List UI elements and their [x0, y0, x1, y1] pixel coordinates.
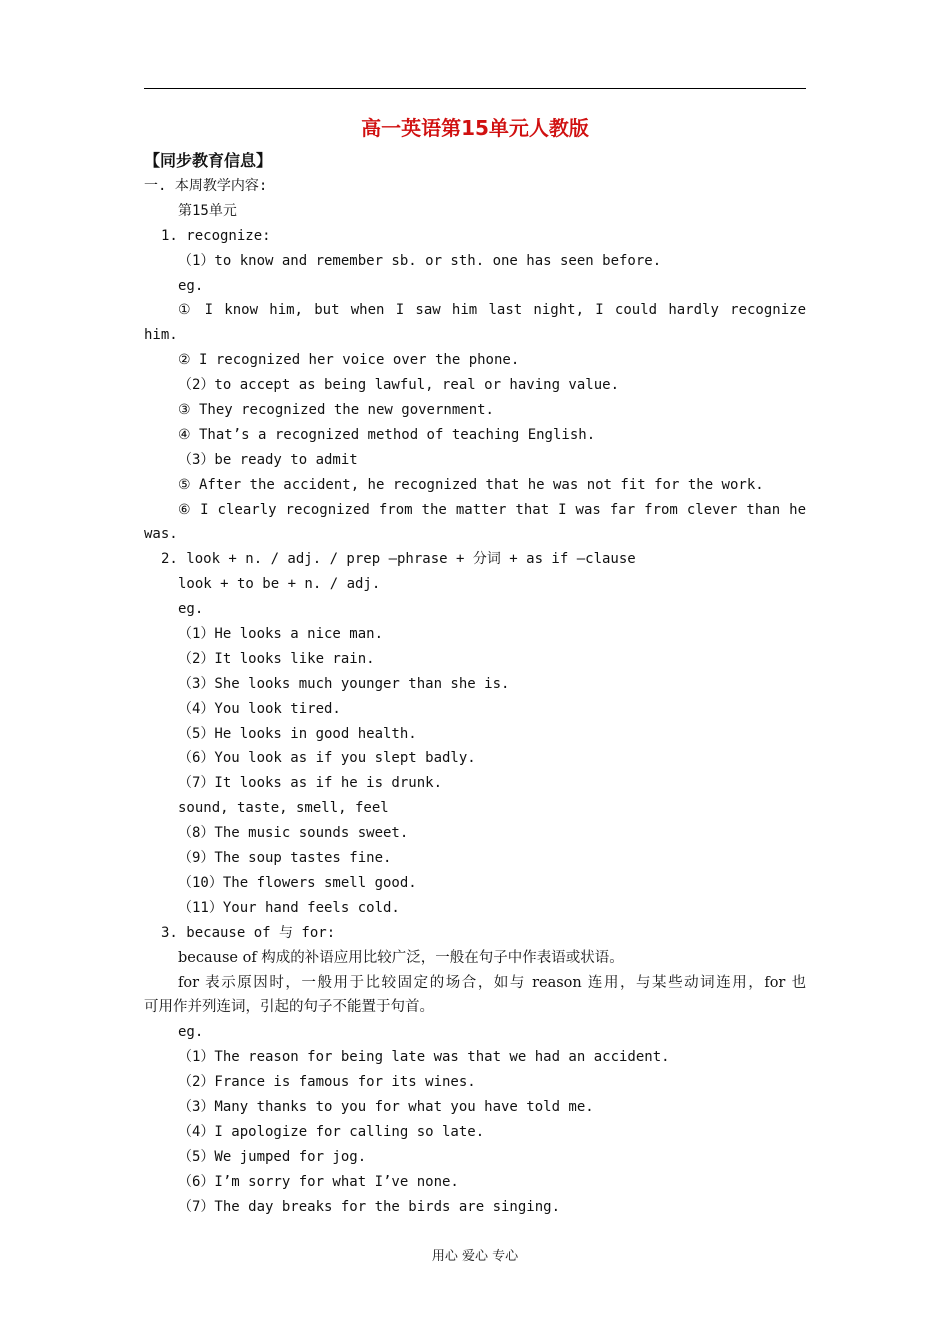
text-line: ③ They recognized the new government. [178, 402, 494, 419]
text-line: （2）France is famous for its wines. [178, 1074, 476, 1091]
document-title: 高一英语第15单元人教版 [361, 116, 589, 140]
text-line: look + to be + n. / adj. [178, 576, 381, 593]
text-line: 1. recognize: [161, 227, 271, 244]
text-line: （9）The soup tastes fine. [178, 850, 392, 867]
text-line: （4）You look tired. [178, 700, 341, 717]
text-line: （3）be ready to admit [178, 451, 358, 468]
text-line: （2）It looks like rain. [178, 650, 375, 667]
text-line: （3）Many thanks to you for what you have told me. [178, 1098, 594, 1115]
text-line: （8）The music sounds sweet. [178, 825, 409, 842]
text-line: （6）I’m sorry for what I’ve none. [178, 1173, 459, 1190]
text-line: ⑥ I clearly recognized from the matter that I was far from clever than he [178, 501, 806, 518]
text-line: 一. 本周教学内容: [144, 178, 268, 194]
text-line: eg. [178, 601, 204, 618]
text-line: （7）The day breaks for the birds are singing. [178, 1198, 561, 1215]
text-line: him. [144, 327, 178, 344]
text-line: for 表示原因时，一般用于比较固定的场合，如与 reason 连用，与某些动词连用，for 也 [178, 974, 806, 991]
text-line: （1）to know and remember sb. or sth. one has seen before. [178, 252, 662, 269]
text-line: because of 构成的补语应用比较广泛，一般在句子中作表语或状语。 [178, 949, 624, 966]
section-heading: 【同步教育信息】 [144, 151, 273, 170]
document-body [144, 174, 806, 1219]
text-line: sound, taste, smell, feel [178, 800, 389, 817]
text-line: （6）You look as if you slept badly. [178, 750, 476, 767]
text-line: eg. [178, 1024, 204, 1041]
text-line: （1）The reason for being late was that we had an accident. [178, 1049, 670, 1066]
text-line: 第15单元 [178, 202, 237, 219]
text-line: （10）The flowers smell good. [178, 874, 417, 891]
text-line: eg. [178, 277, 204, 294]
text-line: ② I recognized her voice over the phone. [178, 352, 520, 369]
text-line: （5）He looks in good health. [178, 725, 417, 742]
text-line: （3）She looks much younger than she is. [178, 675, 510, 692]
text-line: （4）I apologize for calling so late. [178, 1123, 485, 1140]
header-rule [144, 88, 806, 89]
text-line: （7）It looks as if he is drunk. [178, 775, 443, 792]
text-line: 2. look + n. / adj. / prep –phrase + 分词 + as if –clause [161, 551, 636, 568]
text-line: 3. because of 与 for: [161, 924, 336, 941]
text-line: （1）He looks a nice man. [178, 626, 384, 643]
text-line: ④ That’s a recognized method of teaching English. [178, 426, 596, 443]
text-line: was. [144, 526, 178, 543]
text-line: ① I know him, but when I saw him last night, I could hardly recognize [178, 302, 806, 319]
text-line: ⑤ After the accident, he recognized that he was not fit for the work. [178, 476, 764, 493]
text-line: （11）Your hand feels cold. [178, 899, 400, 916]
text-line: （5）We jumped for jog. [178, 1148, 367, 1165]
page-footer: 用心 爱心 专心 [431, 1249, 519, 1264]
text-line: （2）to accept as being lawful, real or having value. [178, 377, 620, 394]
text-line: 可用作并列连词，引起的句子不能置于句首。 [144, 999, 434, 1016]
